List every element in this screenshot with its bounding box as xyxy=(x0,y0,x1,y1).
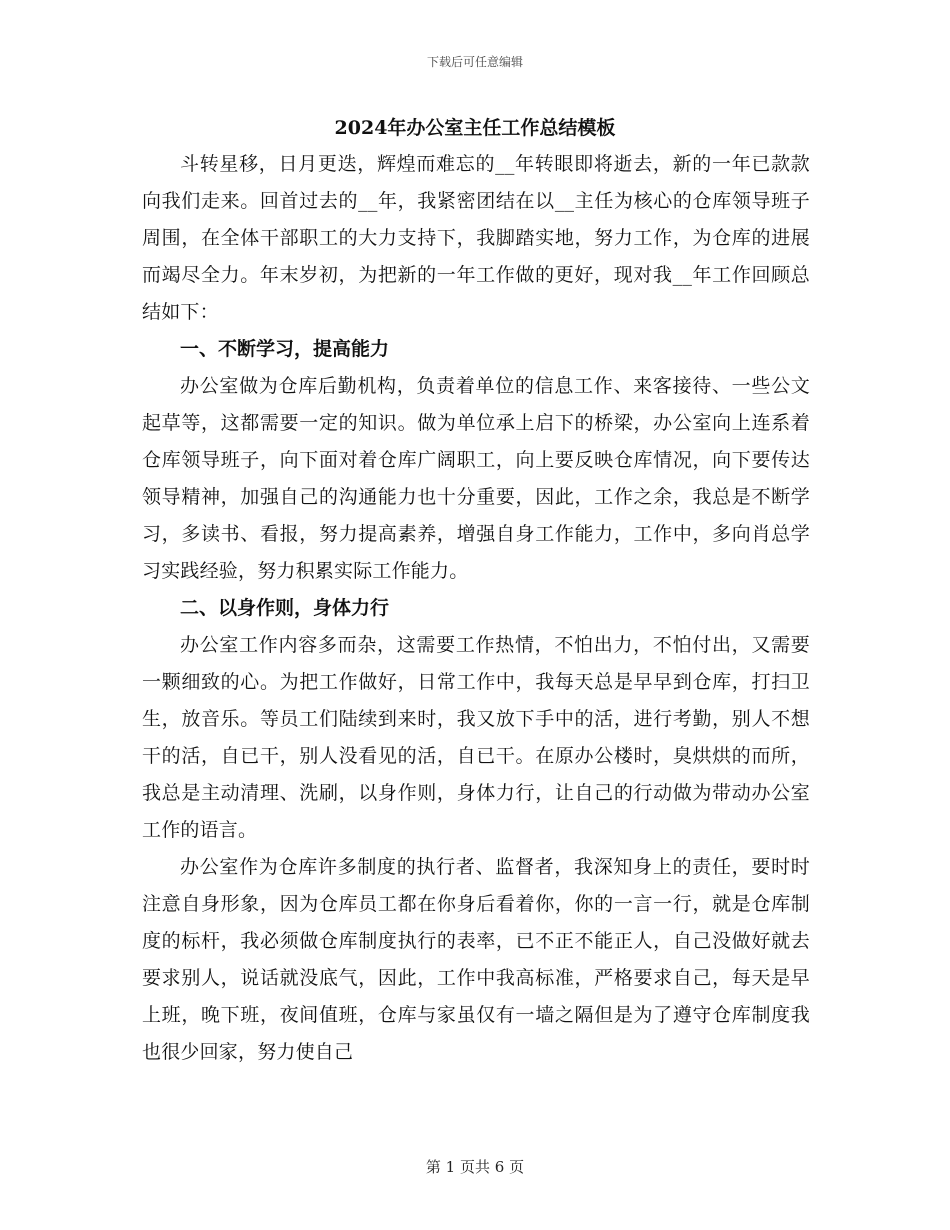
section-heading-learning: 一、不断学习，提高能力 xyxy=(180,338,390,360)
page-footer: 第 1 页共 6 页 xyxy=(425,1158,525,1176)
section-heading-lead-by-example: 二、以身作则，身体力行 xyxy=(180,597,390,619)
intro-paragraph: 斗转星移，日月更迭，辉煌而难忘的__年转眼即将逝去，新的一年已款款向我们走来。回首过去的__年，我紧密团结在以__主任为核心的仓库领导班子周围，在全体干部职工的大力支持下，我脚踏实地，努力工作，为仓库的进展而竭尽全力。年末岁初，为把新的一年工作做的更好，现对我__年工作回顾总结如下： xyxy=(142,153,810,323)
document-body xyxy=(142,146,810,1071)
section-learning-paragraph: 办公室做为仓库后勤机构，负责着单位的信息工作、来客接待、一些公文起草等，这都需要一定的知识。做为单位承上启下的桥梁，办公室向上连系着仓库领导班子，向下面对着仓库广阔职工，向上要反映仓库情况，向下要传达领导精神，加强自己的沟通能力也十分重要，因此，工作之余，我总是不断学习，多读书、看报，努力提高素养，增强自身工作能力，工作中，多向肖总学习实践经验，努力积累实际工作能力。 xyxy=(142,375,810,582)
header-note: 下载后可任意编辑 xyxy=(426,55,523,69)
document-title: 2024年办公室主任工作总结模板 xyxy=(334,117,616,139)
section-lead-paragraph-1: 办公室工作内容多而杂，这需要工作热情，不怕出力，不怕付出，又需要一颗细致的心。为把工作做好，日常工作中，我每天总是早早到仓库，打扫卫生，放音乐。等员工们陆续到来时，我又放下手中的活，进行考勤，别人不想干的活，自已干，别人没看见的活，自已干。在原办公楼时，臭烘烘的而所，我总是主动清理、洗刷，以身作则，身体力行，让自己的行动做为带动办公室工作的语言。 xyxy=(142,634,810,841)
section-lead-paragraph-2: 办公室作为仓库许多制度的执行者、监督者，我深知身上的责任，要时时注意自身形象，因为仓库员工都在你身后看着你，你的一言一行，就是仓库制度的标杆，我必须做仓库制度执行的表率，已不正不能正人，自己没做好就去要求别人，说话就没底气，因此，工作中我高标准，严格要求自己，每天是早上班，晚下班，夜间值班，仓库与家虽仅有一墙之隔但是为了遵守仓库制度我也很少回家，努力使自己 xyxy=(142,856,810,1063)
